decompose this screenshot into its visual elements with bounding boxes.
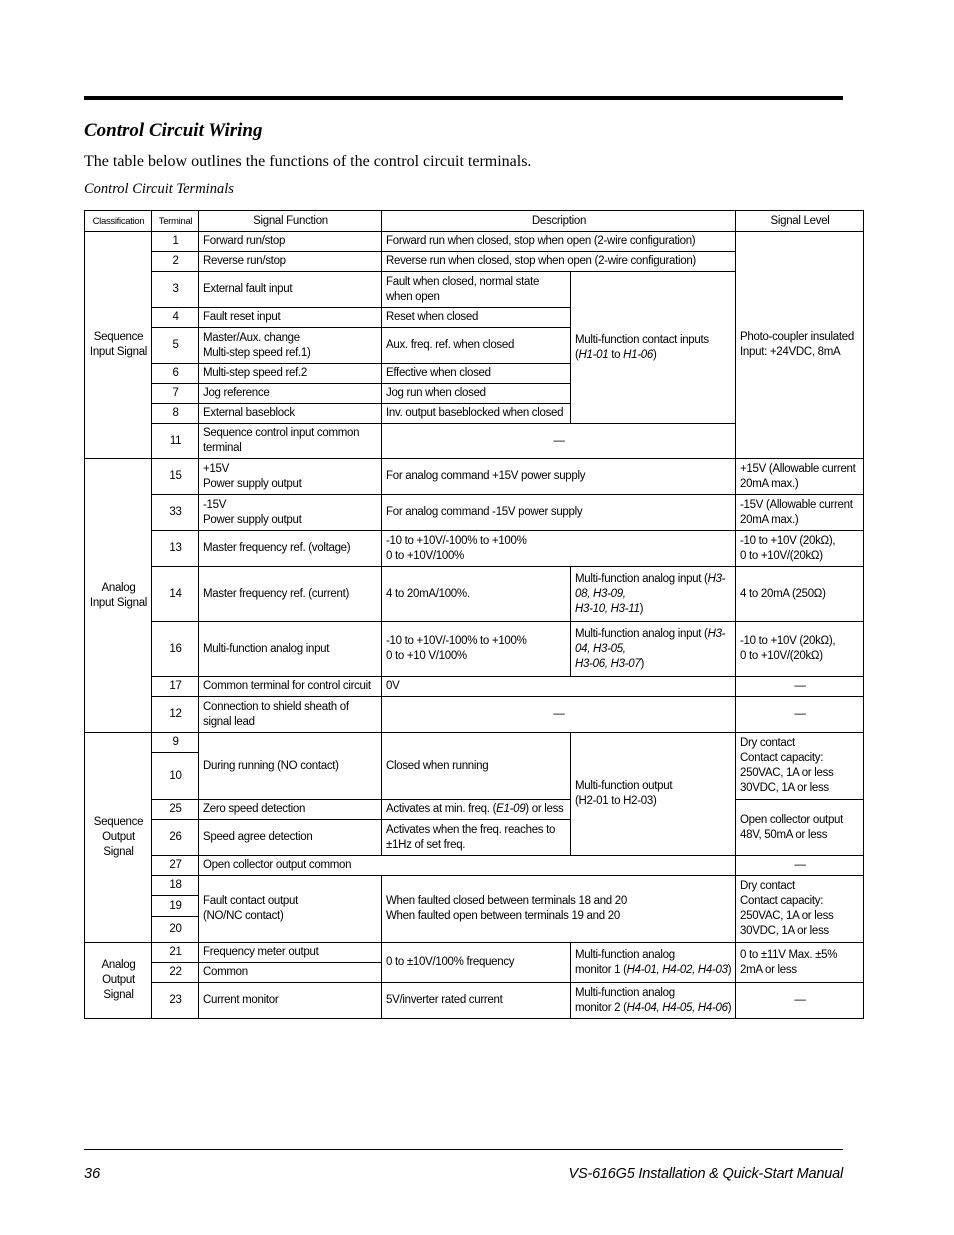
intro-text: The table below outlines the functions of the control circuit terminals. (84, 153, 532, 170)
table-row (85, 459, 864, 495)
parameter-ref: H1-01 (578, 348, 609, 361)
signal-function-cell: During running (NO contact) (199, 733, 382, 800)
table-row (85, 495, 864, 531)
description-cell: 4 to 20mA/100%. (382, 567, 571, 622)
terminal-cell: 26 (152, 820, 199, 856)
table-row (85, 856, 864, 876)
signal-function-cell: Common terminal for control circuit (199, 677, 382, 697)
signal-function-cell: Frequency meter output (199, 943, 382, 963)
level-line: 30VDC, 1A or less (740, 782, 829, 794)
signal-level-cell: — (736, 983, 864, 1019)
multi-function-contact-inputs-cell (571, 272, 736, 424)
table-row (85, 876, 864, 896)
table-row (85, 622, 864, 677)
table-row (85, 531, 864, 567)
table-row (85, 943, 864, 963)
description-cell: Inv. output baseblocked when closed (382, 404, 571, 424)
signal-level-cell: — (736, 856, 864, 876)
signal-function-cell: Master frequency ref. (current) (199, 567, 382, 622)
description-line: When faulted open between terminals 19 and 20 (386, 910, 620, 922)
multi-function-to: to (608, 348, 624, 361)
description-cell: Jog run when closed (382, 384, 571, 404)
signal-level-cell: — (736, 697, 864, 733)
signal-function-cell (199, 495, 382, 531)
signal-level-cell: +15V (Allowable current 20mA max.) (736, 459, 864, 495)
function-line: +15V (203, 462, 229, 475)
terminal-cell: 16 (152, 622, 199, 677)
monitor-post: ) (727, 963, 732, 976)
page-number: 36 (84, 1166, 101, 1182)
signal-level-cell: Open collector output 48V, 50mA or less (736, 800, 864, 856)
function-line: Multi-step speed ref.1) (203, 346, 311, 359)
level-line: 0 to ±11V Max. ±5% (740, 948, 838, 961)
signal-function-cell: Sequence control input common terminal (199, 424, 382, 459)
level-line: 0 to +10V/(20kΩ) (740, 650, 823, 662)
parameter-ref: H3-10, H3-11 (575, 602, 640, 615)
description-pre: Activates at min. freq. ( (386, 803, 497, 815)
signal-function-cell (199, 328, 382, 364)
signal-level-cell: — (736, 677, 864, 697)
terminal-cell: 1 (152, 232, 199, 252)
multi-function-analog-input-cell (571, 622, 736, 677)
terminal-cell: 13 (152, 531, 199, 567)
table-row (85, 697, 864, 733)
description-cell: For analog command -15V power supply (382, 495, 736, 531)
terminal-cell: 20 (152, 917, 199, 943)
monitor-2-cell (571, 983, 736, 1019)
signal-function-cell: Multi-function analog input (199, 622, 382, 677)
parameter-ref: H3-06, H3-07 (575, 657, 641, 670)
function-line: Power supply output (203, 477, 302, 490)
terminal-cell: 3 (152, 272, 199, 308)
parameter-ref: H4-04, H4-05, H4-06 (626, 1001, 728, 1014)
terminal-cell: 11 (152, 424, 199, 459)
level-line: Dry contact (740, 880, 795, 892)
mf-label: Multi-function analog input ( (575, 627, 708, 640)
signal-function-cell (199, 876, 382, 943)
function-line: Fault contact output (203, 895, 299, 907)
terminal-cell: 2 (152, 252, 199, 272)
header-signal-level: Signal Level (736, 211, 864, 232)
signal-level-cell: -15V (Allowable current 20mA max.) (736, 495, 864, 531)
signal-level-cell (736, 943, 864, 983)
description-line: 0 to +10V/100% (386, 549, 464, 562)
description-cell: — (382, 424, 736, 459)
description-cell: For analog command +15V power supply (382, 459, 736, 495)
signal-level-cell (736, 733, 864, 800)
terminal-cell: 27 (152, 856, 199, 876)
bottom-rule (84, 1149, 843, 1150)
level-line: 0 to +10V/(20kΩ) (740, 549, 823, 562)
level-line: Dry contact (740, 737, 795, 749)
description-post: ) or less (525, 803, 564, 815)
terminal-cell: 21 (152, 943, 199, 963)
monitor-pre: monitor 2 ( (575, 1001, 627, 1014)
mf-close: ) (639, 602, 644, 615)
table-row (85, 800, 864, 820)
parameter-ref: H3-04, H3-05, (575, 627, 726, 655)
classification-cell: Analog Output Signal (85, 943, 152, 1019)
terminal-cell: 12 (152, 697, 199, 733)
terminal-cell: 22 (152, 963, 199, 983)
signal-function-cell: External baseblock (199, 404, 382, 424)
signal-function-cell: Jog reference (199, 384, 382, 404)
classification-cell: Sequence Input Signal (85, 232, 152, 459)
mf-output-line: Multi-function output (575, 780, 673, 792)
description-cell: 0V (382, 677, 736, 697)
signal-level-cell (736, 876, 864, 943)
signal-function-cell: Master frequency ref. (voltage) (199, 531, 382, 567)
signal-level-cell (736, 622, 864, 677)
header-classification: Classification (85, 211, 152, 232)
mf-output-line: (H2-01 to H2-03) (575, 795, 657, 807)
header-row (85, 211, 864, 232)
table-row (85, 733, 864, 753)
description-cell (382, 876, 736, 943)
parameter-ref: E1-09 (496, 803, 526, 815)
signal-function-cell: Current monitor (199, 983, 382, 1019)
signal-level-cell (736, 531, 864, 567)
level-line: 250VAC, 1A or less (740, 910, 834, 922)
header-terminal: Terminal (152, 211, 199, 232)
mf-close: ) (640, 657, 644, 670)
terminal-cell: 33 (152, 495, 199, 531)
level-line: 250VAC, 1A or less (740, 767, 834, 779)
signal-function-cell: Speed agree detection (199, 820, 382, 856)
multi-function-output-cell (571, 733, 736, 856)
level-line: 30VDC, 1A or less (740, 925, 829, 937)
classification-cell: Sequence Output Signal (85, 733, 152, 943)
monitor-line: Multi-function analog (575, 948, 675, 961)
terminal-cell: 17 (152, 677, 199, 697)
description-cell: Aux. freq. ref. when closed (382, 328, 571, 364)
terminal-cell: 9 (152, 733, 199, 753)
monitor-post: ) (727, 1001, 732, 1014)
section-heading: Control Circuit Wiring (84, 120, 263, 141)
description-line: -10 to +10V/-100% to +100% (386, 534, 527, 547)
terminal-cell: 8 (152, 404, 199, 424)
terminal-cell: 4 (152, 308, 199, 328)
monitor-line: Multi-function analog (575, 986, 675, 999)
signal-function-cell: Open collector output common (199, 856, 736, 876)
description-line: Fault when closed, normal state (386, 275, 540, 288)
signal-function-cell: Multi-step speed ref.2 (199, 364, 382, 384)
description-cell (382, 800, 571, 820)
signal-level-line: Photo-coupler insulated (740, 331, 854, 343)
multi-function-close: ) (652, 348, 657, 361)
signal-function-cell (199, 459, 382, 495)
level-line: 2mA or less (740, 963, 797, 976)
terminal-cell: 18 (152, 876, 199, 896)
signal-function-cell: Zero speed detection (199, 800, 382, 820)
signal-function-cell: Connection to shield sheath of signal lead (199, 697, 382, 733)
multi-function-open: ( (575, 348, 579, 361)
terminal-cell: 25 (152, 800, 199, 820)
signal-level-line: Input: +24VDC, 8mA (740, 346, 841, 358)
description-line: when open (386, 290, 440, 303)
description-cell: 0 to ±10V/100% frequency (382, 943, 571, 983)
description-line: -10 to +10V/-100% to +100% (386, 635, 527, 647)
manual-title: VS-616G5 Installation & Quick-Start Manual (568, 1166, 843, 1182)
function-line: Master/Aux. change (203, 331, 300, 344)
level-line: -10 to +10V (20kΩ), (740, 635, 836, 647)
description-cell: Reset when closed (382, 308, 571, 328)
signal-function-cell: Forward run/stop (199, 232, 382, 252)
multi-function-label: Multi-function contact inputs (575, 333, 709, 346)
description-cell: Reverse run when closed, stop when open (2-wire configuration) (382, 252, 736, 272)
classification-cell: Analog Input Signal (85, 459, 152, 733)
terminal-cell: 14 (152, 567, 199, 622)
terminal-cell: 6 (152, 364, 199, 384)
terminal-cell: 23 (152, 983, 199, 1019)
parameter-ref: H4-01, H4-02, H4-03 (626, 963, 728, 976)
parameter-ref: H1-06 (623, 348, 653, 361)
multi-function-analog-input-cell (571, 567, 736, 622)
header-signal-function: Signal Function (199, 211, 382, 232)
description-cell (382, 531, 736, 567)
control-circuit-terminals-table (84, 210, 864, 1019)
header-description: Description (382, 211, 736, 232)
table-row (85, 983, 864, 1019)
signal-level-cell: 4 to 20mA (250Ω) (736, 567, 864, 622)
description-line: When faulted closed between terminals 18 and 20 (386, 895, 627, 907)
terminal-cell: 19 (152, 896, 199, 917)
monitor-pre: monitor 1 ( (575, 963, 627, 976)
parameter-ref: H3-08, H3-09, (575, 572, 726, 600)
description-cell: Activates when the freq. reaches to ±1Hz of set freq. (382, 820, 571, 856)
description-cell: Forward run when closed, stop when open (2-wire configuration) (382, 232, 736, 252)
table-row (85, 567, 864, 622)
table-row (85, 677, 864, 697)
function-line: Power supply output (203, 513, 302, 526)
function-line: (NO/NC contact) (203, 910, 284, 922)
terminal-cell: 10 (152, 753, 199, 800)
level-line: -10 to +10V (20kΩ), (740, 534, 836, 547)
terminal-cell: 15 (152, 459, 199, 495)
description-cell: — (382, 697, 736, 733)
signal-function-cell: Fault reset input (199, 308, 382, 328)
signal-function-cell: Reverse run/stop (199, 252, 382, 272)
description-line: 0 to +10 V/100% (386, 650, 467, 662)
terminal-cell: 5 (152, 328, 199, 364)
description-cell (382, 622, 571, 677)
top-rule (84, 96, 843, 100)
description-cell (382, 272, 571, 308)
monitor-1-cell (571, 943, 736, 983)
signal-function-cell: External fault input (199, 272, 382, 308)
table-row (85, 232, 864, 252)
description-cell: Effective when closed (382, 364, 571, 384)
table-caption: Control Circuit Terminals (84, 181, 234, 197)
signal-level-cell (736, 232, 864, 459)
description-cell: 5V/inverter rated current (382, 983, 571, 1019)
signal-function-cell: Common (199, 963, 382, 983)
level-line: Contact capacity: (740, 895, 824, 907)
level-line: Contact capacity: (740, 752, 824, 764)
description-cell: Closed when running (382, 733, 571, 800)
terminal-cell: 7 (152, 384, 199, 404)
mf-label: Multi-function analog input ( (575, 572, 708, 585)
function-line: -15V (203, 498, 227, 511)
